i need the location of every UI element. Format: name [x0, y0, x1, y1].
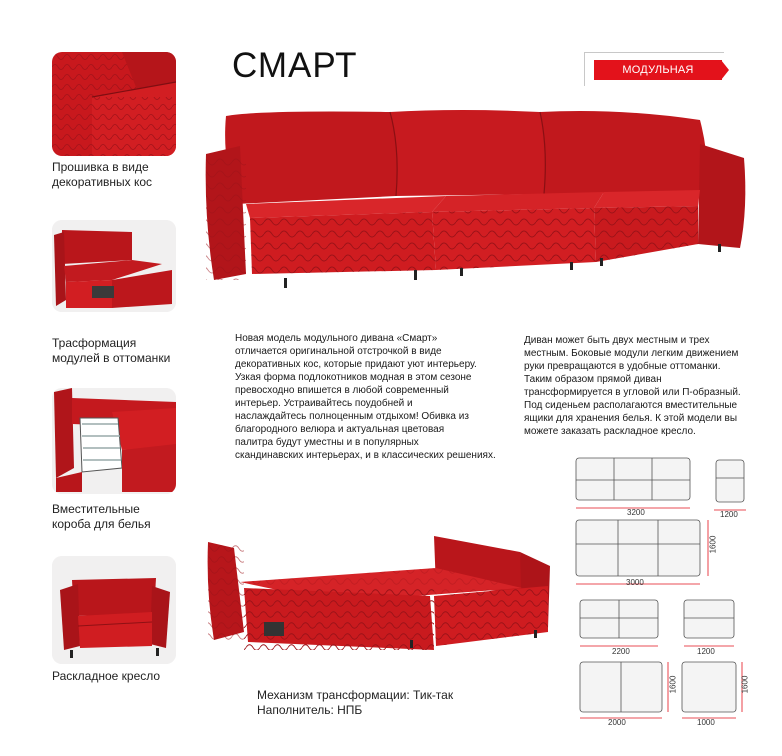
unfolded-sofa-image: [204, 532, 554, 650]
armchair-thumbnail: [52, 556, 176, 664]
page-title: СМАРТ: [232, 46, 358, 85]
modular-system-badge: МОДУЛЬНАЯ СИСТЕМА: [594, 60, 722, 80]
description-left: Новая модель модульного дивана «Смарт» отличается оригинальной отстрочкой в виде декоративных кос, которые придают уют интерьеру. Узкая форма подлокотников модная в этом сезоне превосходно впишется в любой современный интерьер. Устраивайтесь поудобней и наслаждайтесь полноценным отдыхом! Обивка из благородного велюра и актуальная цветовая палитра будут уместны и в популярных скандинавских интерьерах, и в классических решениях.: [235, 333, 496, 461]
dim-1200-chair: 1200: [697, 647, 715, 656]
storage-thumbnail: [52, 388, 176, 494]
description-right: Диван может быть двух местным и трех местным. Боковые модули легким движением руки превращаются в удобные оттоманки. Таким образом прямой диван трансформируется в угловой или П-образный. Под сиденьем располагаются вместительные ящики для хранения белья. К этой модели вы можете заказать раскладное кресло.: [524, 335, 741, 437]
dim-2000: 2000: [608, 718, 626, 727]
dim-3200: 3200: [627, 508, 645, 517]
dim-1600-c: 1600: [740, 675, 750, 694]
specs-text: Механизм трансформации: Тик-так Наполнитель: НПБ: [257, 688, 454, 717]
dim-1000: 1000: [697, 718, 715, 727]
feature-caption-armchair: Раскладное кресло: [52, 669, 161, 683]
dim-3000: 3000: [626, 578, 644, 587]
feature-caption-storage: Вместительные короба для белья: [52, 502, 151, 531]
badge-arrow: [721, 60, 729, 80]
dimension-diagrams: [566, 450, 762, 726]
feature-caption-ottoman: Трасформация модулей в оттоманки: [52, 336, 171, 365]
ottoman-thumbnail: [52, 220, 176, 312]
stitching-thumbnail: [52, 52, 176, 156]
dim-2200: 2200: [612, 647, 630, 656]
dim-1200-side: 1200: [720, 510, 738, 519]
feature-caption-stitching: Прошивка в виде декоративных кос: [52, 160, 153, 189]
main-sofa-image: [200, 108, 750, 290]
dim-1600-b: 1600: [668, 675, 678, 694]
dim-1600-a: 1600: [708, 535, 718, 554]
